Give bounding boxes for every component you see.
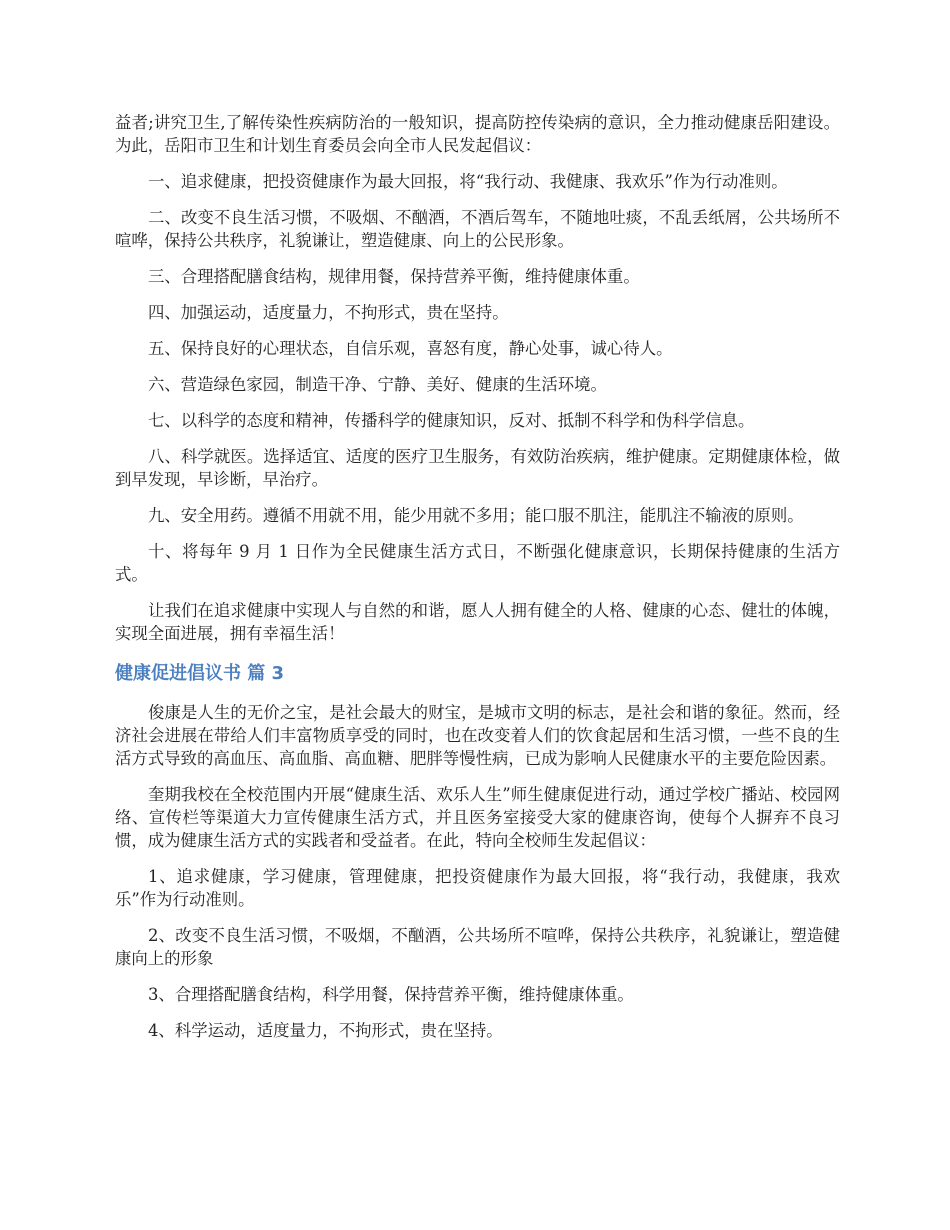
paragraph-section-item-1: 1、追求健康，学习健康，管理健康，把投资健康作为最大回报，将“我行动，我健康，我欢乐”作为行动准则。 (115, 867, 840, 909)
paragraph-item-5: 五、保持良好的心理状态，自信乐观，喜怒有度，静心处事，诚心待人。 (148, 339, 673, 358)
paragraph-item-4: 四、加强运动，适度量力，不拘形式，贵在坚持。 (148, 303, 509, 322)
paragraph-section-item-2: 2、改变不良生活习惯，不吸烟，不酗酒，公共场所不喧哗，保持公共秩序，礼貌谦让，塑造健康向上的形象 (115, 926, 840, 968)
paragraph-section-intro: 俊康是人生的无价之宝，是社会最大的财宝，是城市文明的标志，是社会和谐的象征。然而，经济社会进展在带给人们丰富物质享受的同时，也在改变着人们的饮食起居和生活习惯，一些不良的生活方式导致的高血压、高血脂、高血糖、肥胖等慢性病，已成为影响人民健康水平的主要危险因素。 (115, 703, 840, 768)
section-heading-text: 健康促进倡议书 篇 3 (115, 663, 285, 684)
paragraph-section-item-3: 3、合理搭配膳食结构，科学用餐，保持营养平衡，维持健康体重。 (148, 985, 634, 1004)
paragraph-item-9: 九、安全用药。遵循不用就不用，能少用就不多用；能口服不肌注，能肌注不输液的原则。 (148, 506, 804, 525)
paragraph-section-context: 奎期我校在全校范围内开展“健康生活、欢乐人生”师生健康促进行动，通过学校广播站、校园网络、宣传栏等渠道大力宣传健康生活方式，并且医务室接受大家的健康咨询，使每个人摒弃不良习惯，成为健康生活方式的实践者和受益者。在此，特向全校师生发起倡议： (115, 785, 840, 850)
paragraph-item-3: 三、合理搭配膳食结构，规律用餐，保持营养平衡，维持健康体重。 (148, 267, 640, 286)
paragraph-item-7: 七、以科学的态度和精神，传播科学的健康知识，反对、抵制不科学和伪科学信息。 (148, 411, 755, 430)
document-page (115, 111, 840, 1055)
paragraph-item-1: 一、追求健康，把投资健康作为最大回报，将“我行动、我健康、我欢乐”作为行动准则。 (148, 172, 788, 191)
paragraph-intro: 益者;讲究卫生,了解传染性疾病防治的一般知识，提高防控传染病的意识，全力推动健康岳阳建设。为此，岳阳市卫生和计划生育委员会向全市人民发起倡议： (115, 113, 840, 155)
paragraph-closing: 让我们在追求健康中实现人与自然的和谐，愿人人拥有健全的人格、健康的心态、健壮的体魄，实现全面进展，拥有幸福生活！ (115, 601, 840, 643)
paragraph-section-item-4: 4、科学运动，适度量力，不拘形式，贵在坚持。 (148, 1021, 503, 1040)
paragraph-item-8: 八、科学就医。选择适宜、适度的医疗卫生服务，有效防治疾病，维护健康。定期健康体检，做到早发现，早诊断，早治疗。 (115, 447, 840, 489)
paragraph-item-2: 二、改变不良生活习惯，不吸烟、不酗酒，不酒后驾车，不随地吐痰，不乱丢纸屑，公共场所不喧哗，保持公共秩序，礼貌谦让，塑造健康、向上的公民形象。 (115, 208, 840, 250)
paragraph-item-10: 十、将每年 9 月 1 日作为全民健康生活方式日，不断强化健康意识，长期保持健康的生活方式。 (115, 542, 840, 584)
paragraph-item-6: 六、营造绿色家园，制造干净、宁静、美好、健康的生活环境。 (148, 375, 607, 394)
section-heading (115, 661, 840, 687)
